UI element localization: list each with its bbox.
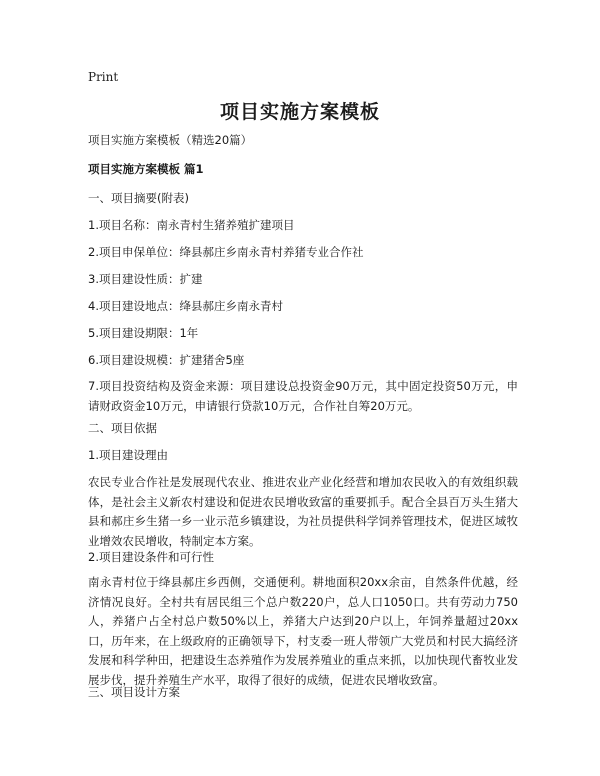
part3-heading: 三、项目设计方案: [88, 685, 180, 699]
item-project-name: 1.项目名称：南永青村生猪养殖扩建项目: [88, 218, 295, 232]
section-heading: 项目实施方案模板 篇1: [88, 162, 204, 176]
document-subtitle: 项目实施方案模板（精选20篇）: [88, 133, 253, 147]
print-link[interactable]: Print: [88, 70, 119, 84]
sub1-paragraph: 农民专业合作社是发展现代农业、推进农业产业化经营和增加农民收入的有效组织载体，是社会主义新农村建设和促进农民增收致富的重要抓手。配合全县百万头生猪大县和郝庄乡生猪一乡一业示范乡镇建设，为社员提供科学饲养管理技术，促进区域牧业增效农民增收，特制定本方案。: [88, 475, 518, 548]
item-scale: 6.项目建设规模：扩建猪舍5座: [88, 353, 245, 367]
part2-heading: 二、项目依据: [88, 421, 157, 435]
item-nature: 3.项目建设性质：扩建: [88, 272, 203, 286]
item-duration: 5.项目建设期限：1年: [88, 326, 199, 340]
document-title: 项目实施方案模板: [219, 101, 380, 123]
item-investment: 7.项目投资结构及资金来源：项目建设总投资金90万元，其中固定投资50万元，申请财政资金10万元，申请银行贷款10万元，合作社自筹20万元。: [88, 379, 518, 413]
item-location: 4.项目建设地点：绛县郝庄乡南永青村: [88, 299, 283, 313]
sub2-paragraph: 南永青村位于绛县郝庄乡西侧，交通便利。耕地面积20xx余亩，自然条件优越，经济情况良好。全村共有居民组三个总户数220户，总人口1050口。共有劳动力750人，养猪户占全村总户数50%以上，养猪大户达到20户以上，年饲养量超过20xx口，历年来，在上级政府的正确领导下，村支委一班人带领广大党员和村民大搞经济发展和科学种田，把建设生态养殖作为发展养殖业的重点来抓，以加快现代畜牧业发展步伐，提升养殖生产水平，取得了很好的成绩，促进农民增收致富。: [88, 575, 518, 687]
item-applicant: 2.项目申保单位：绛县郝庄乡南永青村养猪专业合作社: [88, 245, 364, 259]
sub1-heading: 1.项目建设理由: [88, 448, 168, 462]
part1-heading: 一、项目摘要(附表): [88, 191, 189, 205]
sub2-heading: 2.项目建设条件和可行性: [88, 550, 214, 564]
